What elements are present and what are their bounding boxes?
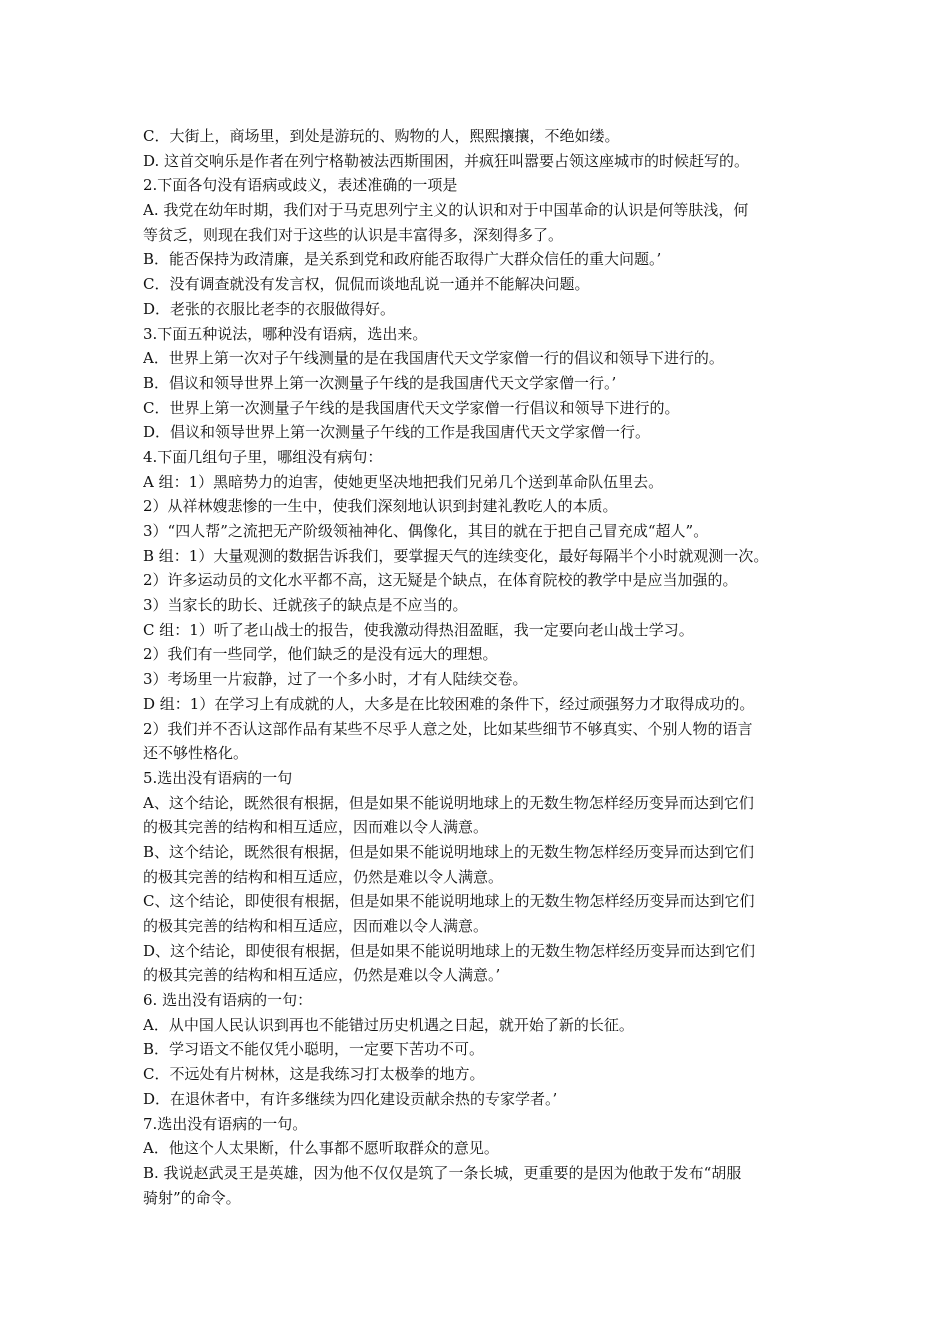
text-line: C．世界上第一次测量子午线的是我国唐代天文学家僧一行倡议和领导下进行的。 (143, 398, 680, 417)
text-line: D 组：1）在学习上有成就的人，大多是在比较困难的条件下，经过顽强努力才取得成功的。 (143, 694, 755, 713)
text-line: 骑射”的命令。 (143, 1188, 241, 1207)
text-line: B、这个结论，既然很有根据，但是如果不能说明地球上的无数生物怎样经历变异而达到它们 (143, 842, 755, 861)
text-line: 等贫乏，则现在我们对于这些的认识是丰富得多，深刻得多了。 (143, 225, 564, 244)
text-line: A．从中国人民认识到再也不能错过历史机遇之日起，就开始了新的长征。 (143, 1015, 634, 1034)
text-line: 的极其完善的结构和相互适应，因而难以令人满意。 (143, 818, 489, 837)
question-heading: 4.下面几组句子里，哪组没有病句： (143, 447, 383, 466)
text-line: 3）当家长的助长、迁就孩子的缺点是不应当的。 (143, 596, 468, 615)
text-line: B. 我说赵武灵王是英雄，因为他不仅仅是筑了一条长城，更重要的是因为他敢于发布“胡服 (143, 1163, 742, 1182)
text-line: A. 我党在幼年时期，我们对于马克思列宁主义的认识和对于中国革命的认识是何等肤浅，何 (143, 201, 749, 220)
text-line: C 组：1）听了老山战士的报告，使我激动得热泪盈眶，我一定要向老山战士学习。 (143, 620, 694, 639)
text-line: 3）考场里一片寂静，过了一个多小时，才有人陆续交卷。 (143, 670, 528, 689)
text-line: D．在退休者中，有许多继续为四化建设贡献余热的专家学者。’ (143, 1089, 558, 1108)
text-line: B．能否保持为政清廉，是关系到党和政府能否取得广大群众信任的重大问题。’ (143, 250, 662, 269)
text-line: D、这个结论，即使很有根据，但是如果不能说明地球上的无数生物怎样经历变异而达到它们 (143, 941, 756, 960)
text-line: 的极其完善的结构和相互适应，仍然是难以令人满意。’ (143, 966, 501, 985)
text-line: C．不远处有片树林，这是我练习打太极拳的地方。 (143, 1065, 485, 1084)
text-line: B．学习语文不能仅凭小聪明，一定要下苦功不可。 (143, 1040, 485, 1059)
text-line: A、这个结论，既然很有根据，但是如果不能说明地球上的无数生物怎样经历变异而达到它们 (143, 793, 754, 812)
document-page (143, 124, 811, 1210)
question-heading: 5.选出没有语病的一句 (143, 768, 293, 787)
text-line: C．大街上，商场里，到处是游玩的、购物的人，熙熙攘攘，不绝如缕。 (143, 127, 620, 145)
text-line: 的极其完善的结构和相互适应，因而难以令人满意。 (143, 917, 489, 935)
text-line: 2）从祥林嫂悲惨的一生中，使我们深刻地认识到封建礼教吃人的本质。 (143, 497, 618, 516)
text-line: A 组：1）黑暗势力的迫害，使她更坚决地把我们兄弟几个送到革命队伍里去。 (143, 472, 664, 491)
question-heading: 2.下面各句没有语病或歧义，表述准确的一项是 (143, 176, 458, 195)
question-heading: 6. 选出没有语病的一句： (143, 991, 313, 1010)
text-line: 还不够性格化。 (143, 744, 249, 763)
text-line: D．老张的衣服比老李的衣服做得好。 (143, 299, 396, 318)
text-line: C．没有调查就没有发言权，侃侃而谈地乱说一通并不能解决问题。 (143, 275, 590, 294)
text-line: 3）“四人帮”之流把无产阶级领袖神化、偶像化，其目的就在于把自己冒充成“超人”。 (143, 522, 709, 540)
text-line: A．他这个人太果断，什么事都不愿听取群众的意见。 (143, 1139, 499, 1158)
text-line: 2）我们并不否认这部作品有某些不尽乎人意之处，比如某些细节不够真实、个别人物的语言 (143, 719, 753, 738)
text-line: 2）许多运动员的文化水平都不高，这无疑是个缺点，在体育院校的教学中是应当加强的。 (143, 571, 738, 590)
text-line: 2）我们有一些同学，他们缺乏的是没有远大的理想。 (143, 645, 498, 664)
question-heading: 3.下面五种说法，哪种没有语病，选出来。 (143, 324, 428, 343)
text-line: D．倡议和领导世界上第一次测量子午线的工作是我国唐代天文学家僧一行。 (143, 423, 651, 442)
text-line: C、这个结论，即使很有根据，但是如果不能说明地球上的无数生物怎样经历变异而达到它们 (143, 892, 755, 911)
text-line: A．世界上第一次对子午线测量的是在我国唐代天文学家僧一行的倡议和领导下进行的。 (143, 349, 724, 368)
text-line: B 组：1）大量观测的数据告诉我们，要掌握天气的连续变化，最好每隔半个小时就观测一次。 (143, 546, 769, 565)
text-line: D. 这首交响乐是作者在列宁格勒被法西斯围困，并疯狂叫嚣要占领这座城市的时候赶写的。 (143, 151, 750, 170)
text-line: B．倡议和领导世界上第一次测量子午线的是我国唐代天文学家僧一行。’ (143, 373, 617, 392)
text-line: 的极其完善的结构和相互适应，仍然是难以令人满意。 (143, 867, 504, 886)
question-heading: 7.选出没有语病的一句。 (143, 1114, 308, 1133)
